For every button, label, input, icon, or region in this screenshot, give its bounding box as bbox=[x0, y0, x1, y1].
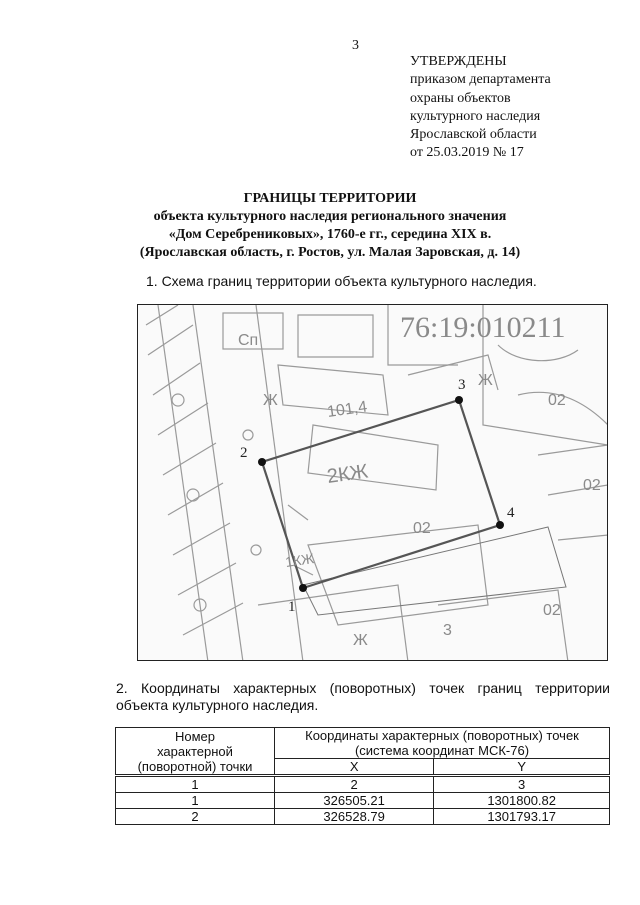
coordinates-table bbox=[115, 727, 610, 825]
boundary-point-3 bbox=[455, 396, 463, 404]
table-row bbox=[116, 809, 610, 825]
map-label: 2КЖ bbox=[325, 460, 370, 488]
table-cell: 1 bbox=[116, 776, 275, 793]
map-label: Ж bbox=[353, 632, 368, 649]
table-cell: 326528.79 bbox=[275, 809, 434, 825]
title-line: «Дом Серебрениковых», 1760-е гг., середина XIX в. bbox=[168, 227, 492, 242]
title-line: ГРАНИЦЫ ТЕРРИТОРИИ bbox=[243, 191, 417, 206]
map-label: 101,4 bbox=[326, 398, 369, 421]
map-label: 02 bbox=[548, 392, 566, 409]
map-label: 02 bbox=[413, 520, 431, 537]
section-1-heading: 1. Схема границ территории объекта культурного наследия. bbox=[146, 273, 537, 289]
approval-line: Ярославской области bbox=[410, 127, 537, 143]
table-cell: 1301793.17 bbox=[434, 809, 610, 825]
adjacent-parcel bbox=[303, 527, 566, 615]
title-line: объекта культурного наследия регионального значения bbox=[153, 209, 507, 224]
map-label: Ж bbox=[263, 392, 278, 409]
table-row bbox=[116, 793, 610, 809]
point-label-2: 2 bbox=[240, 445, 248, 461]
table-index-row bbox=[116, 776, 610, 793]
point-label-4: 4 bbox=[507, 505, 515, 521]
header-y: Y bbox=[434, 759, 610, 776]
section-2-heading-cont: объекта культурного наследия. bbox=[116, 697, 319, 713]
boundary-map bbox=[137, 304, 608, 661]
approval-line: от 25.03.2019 № 17 bbox=[410, 145, 524, 161]
table-cell: 326505.21 bbox=[275, 793, 434, 809]
header-x: X bbox=[275, 759, 434, 776]
page-number: 3 bbox=[352, 38, 359, 53]
map-label: 02 bbox=[583, 477, 601, 494]
approval-line: охраны объектов bbox=[410, 90, 511, 106]
header-point-number: Номер характерной (поворотной) точки bbox=[116, 728, 275, 776]
table-cell: 2 bbox=[275, 776, 434, 793]
boundary-point-4 bbox=[496, 521, 504, 529]
table-cell: 1301800.82 bbox=[434, 793, 610, 809]
header-coordinates: Координаты характерных (поворотных) точек (система координат МСК-76) bbox=[275, 728, 610, 759]
map-label: 1КЖ bbox=[284, 550, 316, 570]
approval-line: УТВЕРЖДЕНЫ bbox=[410, 54, 507, 69]
boundary-point-1 bbox=[299, 584, 307, 592]
table-cell: 3 bbox=[434, 776, 610, 793]
map-canvas bbox=[138, 305, 608, 661]
section-2-heading: 2. Координаты характерных (поворотных) точек границ территории bbox=[116, 680, 610, 696]
map-label: 02 bbox=[543, 602, 561, 619]
title-line: (Ярославская область, г. Ростов, ул. Малая Заровская, д. 14) bbox=[139, 245, 521, 260]
map-label: Ж bbox=[478, 372, 493, 389]
background-linework bbox=[146, 305, 608, 661]
approval-line: культурного наследия bbox=[410, 108, 541, 124]
map-label: 3 bbox=[443, 622, 452, 639]
approval-line: приказом департамента bbox=[410, 72, 551, 88]
table-cell: 1 bbox=[116, 793, 275, 809]
table-header-row bbox=[116, 728, 610, 759]
map-label: Сп bbox=[238, 332, 259, 349]
approval-stamp bbox=[410, 53, 551, 163]
cadastral-number: 76:19:010211 bbox=[400, 311, 566, 344]
point-label-3: 3 bbox=[458, 377, 466, 393]
document-title bbox=[60, 190, 600, 262]
table-cell: 2 bbox=[116, 809, 275, 825]
point-label-1: 1 bbox=[288, 599, 296, 615]
boundary-point-2 bbox=[258, 458, 266, 466]
